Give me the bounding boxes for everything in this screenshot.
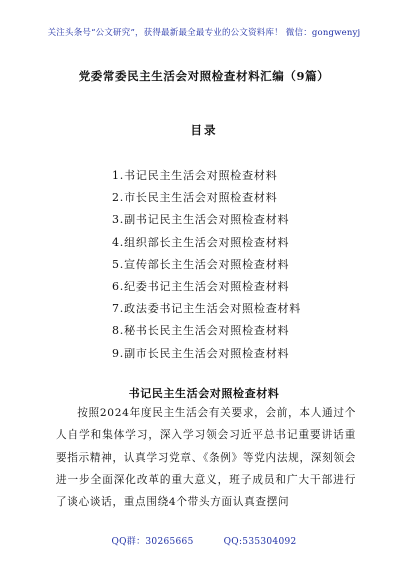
toc-item[interactable]: 7.政法委书记主生活会对照检查材料 [112, 302, 302, 316]
header-promo-note: 关注头条号“公文研究”，获得最新最全最专业的公文资料库！ 微信：gongwenyj [47, 28, 361, 38]
toc-item[interactable]: 1.书记民主生活会对照检查材料 [112, 169, 278, 182]
toc-item[interactable]: 2.市长民主生活会对照检查材料 [112, 191, 278, 205]
document-title: 党委常委民主生活会对照检查材料汇编（9篇） [78, 69, 330, 83]
body-paragraph: 按照2024年度民主生活会有关要求，会前，本人通过个人自学和集体学习，深入学习领会习近平总书记重要讲话重要指示精神，认真学习党章、《条例》等党内法规，深刻领会进一步全面深化改革的重大意义，班子成员和广大干部进行了谈心谈话，重点围绕4个带头方面认真查摆问 [56, 407, 356, 509]
section-title: 书记民主生活会对照检查材料 [128, 387, 280, 400]
toc-heading: 目录 [190, 123, 218, 137]
toc-item[interactable]: 8.秘书长民主生活会对照检查材料 [112, 324, 290, 338]
toc-item[interactable]: 4.组织部长主生活会对照检查材料 [112, 235, 290, 249]
toc-item[interactable]: 6.纪委书记主生活会对照检查材料 [112, 279, 290, 293]
footer-contact [0, 534, 408, 547]
toc-item[interactable]: 5.宣传部长主生活会对照检查材料 [112, 257, 290, 271]
footer-qq: QQ:535304092 [223, 537, 297, 547]
footer-qq-group: QQ群：30265665 [111, 537, 194, 547]
toc-item[interactable]: 3.副书记民主生活会对照检查材料 [112, 213, 290, 227]
toc-item[interactable]: 9.副市长民主生活会对照检查材料 [112, 346, 290, 360]
toc-list [112, 165, 301, 365]
